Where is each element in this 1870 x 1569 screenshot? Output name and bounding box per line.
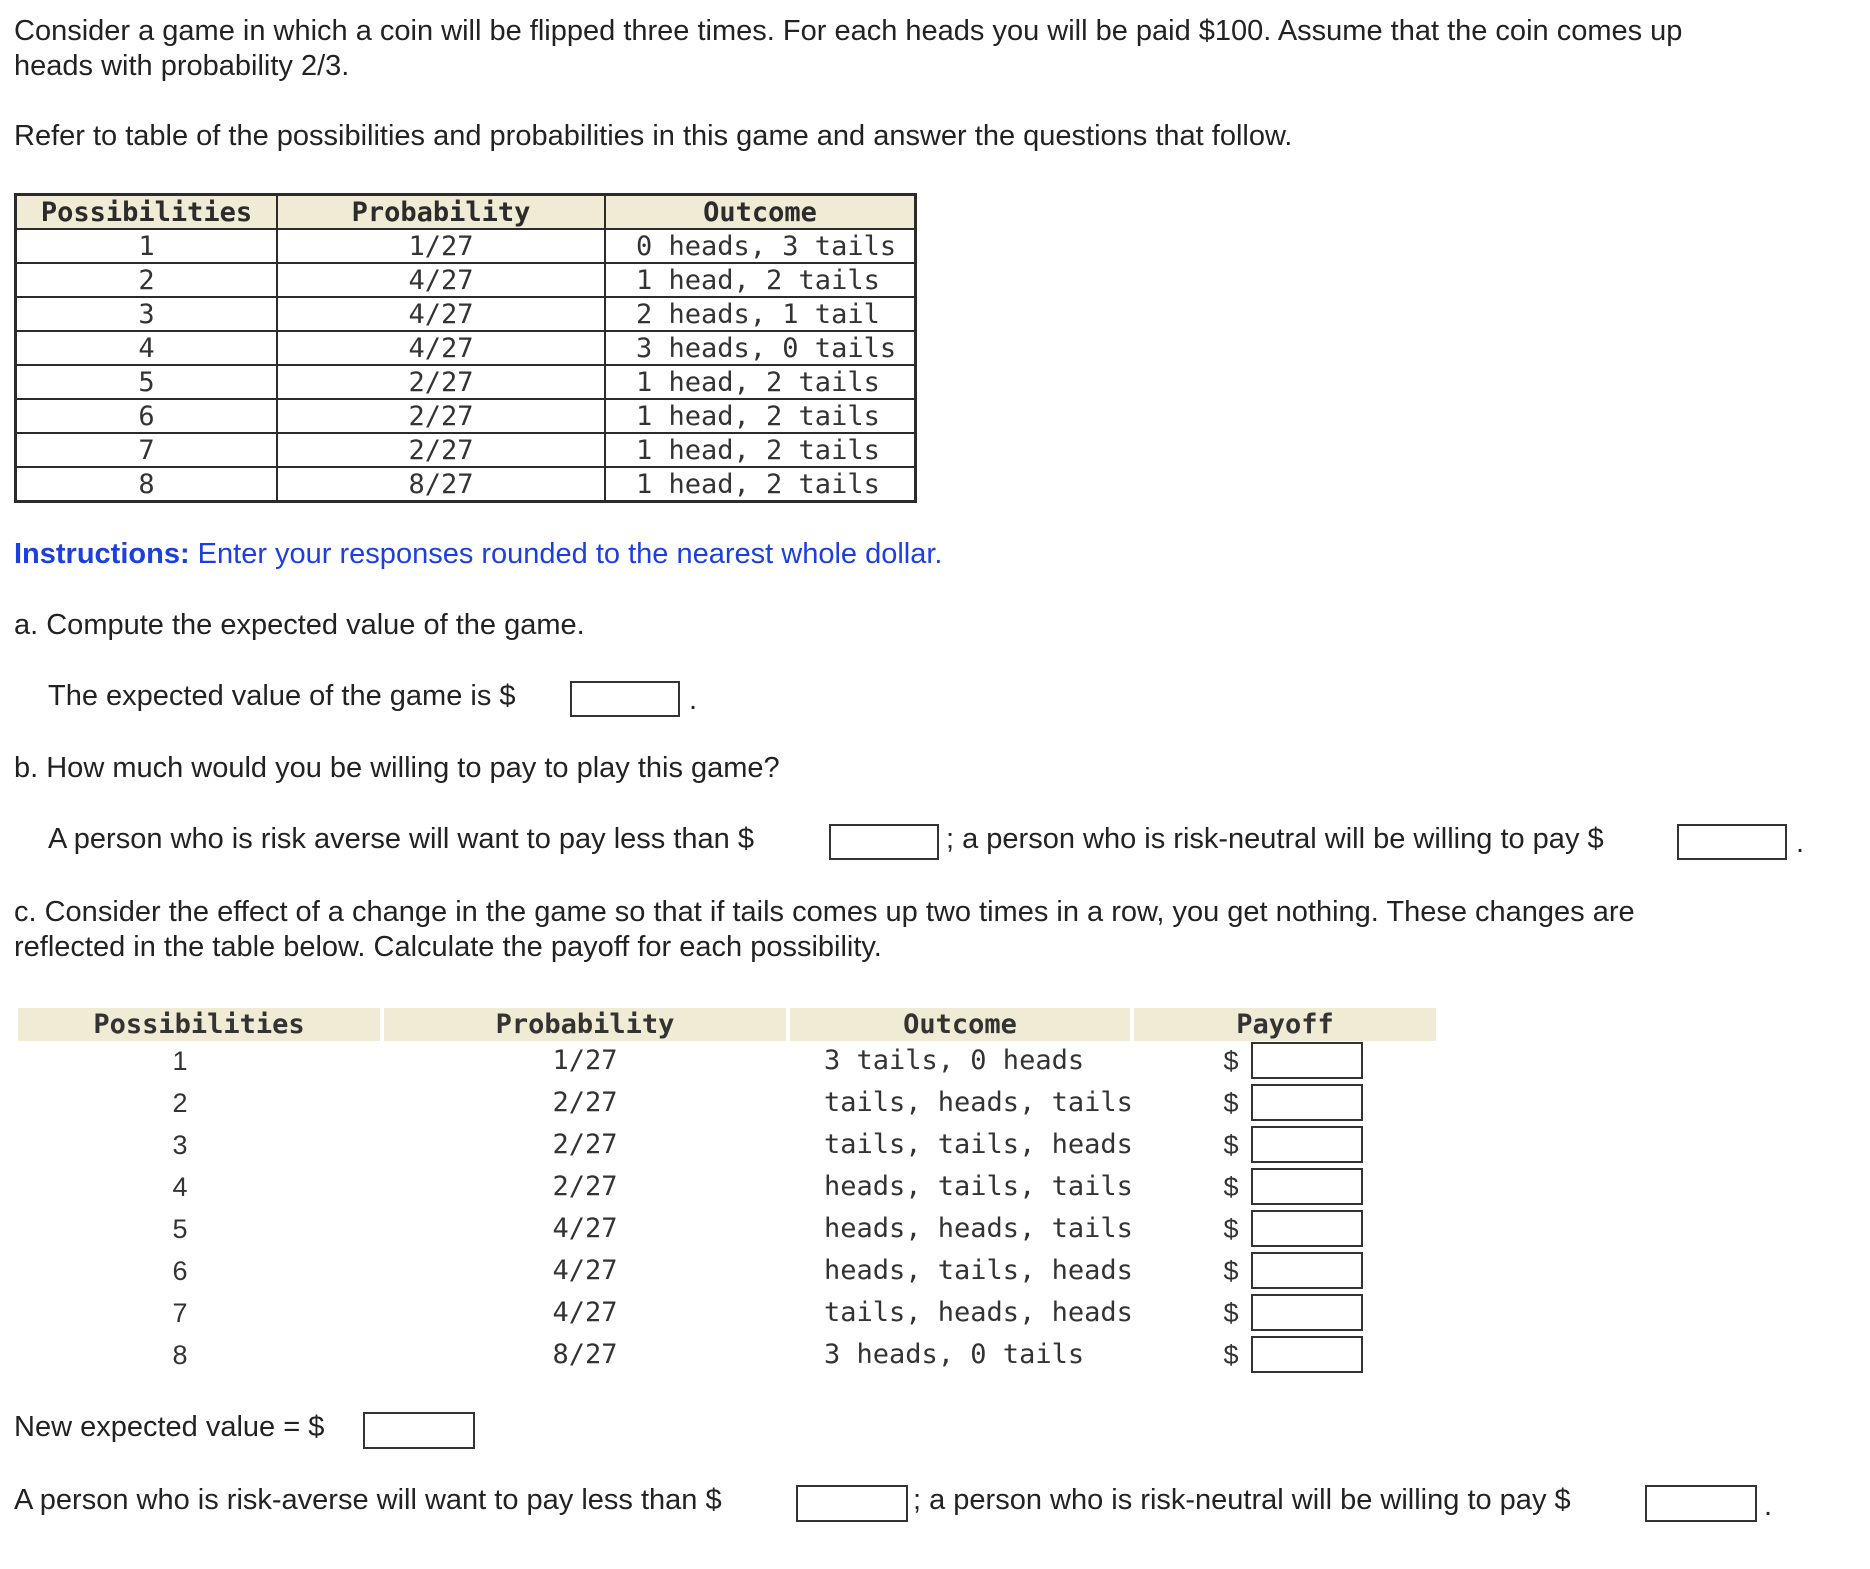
header-possibilities: Possibilities [16, 195, 278, 230]
possibility-cell: 8 [16, 467, 278, 502]
instructions-text: Enter your responses rounded to the nearest whole dollar. [189, 538, 943, 570]
dollar-sign: $ [1223, 1088, 1239, 1118]
outcome-cell: tails, heads, heads [824, 1297, 1133, 1328]
table-row [16, 365, 916, 399]
part-b-question: b. How much would you be willing to pay to play this game? [14, 752, 780, 784]
table-row [16, 467, 916, 502]
possibility-cell: 2 [16, 263, 278, 297]
possibility-cell: 8 [172, 1340, 188, 1370]
probability-cell: 1/27 [277, 229, 605, 263]
probability-cell: 2/27 [552, 1171, 618, 1202]
possibility-cell: 2 [172, 1088, 188, 1118]
part-c-prompt-risk-averse: A person who is risk-averse will want to pay less than $ [14, 1484, 722, 1516]
outcome-cell: 1 head, 2 tails [605, 263, 916, 297]
refer-text: Refer to table of the possibilities and probabilities in this game and answer the questions that follow. [14, 120, 1293, 152]
outcome-cell: 2 heads, 1 tail [605, 297, 916, 331]
part-c-risk-averse-input[interactable] [796, 1485, 908, 1522]
dollar-sign: $ [1223, 1298, 1239, 1328]
dollar-sign: $ [1223, 1340, 1239, 1370]
outcome-cell: 1 head, 2 tails [605, 467, 916, 502]
part-c-line-1: c. Consider the effect of a change in the game so that if tails comes up two times in a row, you get nothing. These changes are [14, 896, 1635, 928]
table2-header-probability: Probability [384, 1008, 786, 1041]
table2-header-payoff: Payoff [1134, 1008, 1436, 1041]
possibility-cell: 3 [172, 1130, 188, 1160]
possibility-cell: 4 [16, 331, 278, 365]
outcome-cell: heads, tails, heads [824, 1255, 1133, 1286]
part-c-prompt-risk-neutral: ; a person who is risk-neutral will be willing to pay $ [913, 1484, 1571, 1516]
payoff-input[interactable] [1251, 1126, 1363, 1163]
payoff-input[interactable] [1251, 1210, 1363, 1247]
outcome-cell: 1 head, 2 tails [605, 399, 916, 433]
probability-cell: 8/27 [277, 467, 605, 502]
possibility-cell: 4 [172, 1172, 188, 1202]
probability-cell: 2/27 [552, 1087, 618, 1118]
dollar-sign: $ [1223, 1130, 1239, 1160]
payoff-input[interactable] [1251, 1252, 1363, 1289]
outcome-cell: 0 heads, 3 tails [605, 229, 916, 263]
probability-cell: 2/27 [277, 399, 605, 433]
outcome-cell: 3 tails, 0 heads [824, 1045, 1085, 1076]
table-header-row [16, 195, 916, 230]
intro-line-2: heads with probability 2/3. [14, 50, 350, 82]
part-a-question: a. Compute the expected value of the game. [14, 609, 585, 641]
outcome-cell: tails, tails, heads [824, 1129, 1133, 1160]
part-a-prompt: The expected value of the game is $ [48, 680, 516, 712]
probability-cell: 4/27 [552, 1255, 618, 1286]
outcome-cell: 1 head, 2 tails [605, 433, 916, 467]
probability-cell: 4/27 [277, 297, 605, 331]
possibility-cell: 5 [16, 365, 278, 399]
possibility-cell: 1 [16, 229, 278, 263]
probability-cell: 4/27 [277, 263, 605, 297]
part-c-risk-neutral-input[interactable] [1645, 1485, 1757, 1522]
payoff-input[interactable] [1251, 1294, 1363, 1331]
outcome-cell: 3 heads, 0 tails [605, 331, 916, 365]
header-probability: Probability [277, 195, 605, 230]
part-a-period: . [689, 684, 698, 716]
payoff-input[interactable] [1251, 1336, 1363, 1373]
dollar-sign: $ [1223, 1046, 1239, 1076]
possibility-cell: 7 [172, 1298, 188, 1328]
payoff-input[interactable] [1251, 1168, 1363, 1205]
part-c-line-2: reflected in the table below. Calculate the payoff for each possibility. [14, 931, 882, 963]
probability-cell: 4/27 [552, 1297, 618, 1328]
table-row [16, 433, 916, 467]
part-b-prompt-risk-averse: A person who is risk averse will want to pay less than $ [48, 823, 754, 855]
outcome-cell: heads, heads, tails [824, 1213, 1133, 1244]
probability-cell: 8/27 [552, 1339, 618, 1370]
risk-averse-pay-input[interactable] [829, 824, 939, 860]
table-row [16, 331, 916, 365]
risk-neutral-pay-input[interactable] [1677, 824, 1787, 860]
part-c-period: . [1764, 1490, 1773, 1522]
dollar-sign: $ [1223, 1214, 1239, 1244]
possibility-cell: 5 [172, 1214, 188, 1244]
outcome-cell: 1 head, 2 tails [605, 365, 916, 399]
expected-value-input[interactable] [570, 681, 680, 717]
dollar-sign: $ [1223, 1172, 1239, 1202]
instructions-label: Instructions: [14, 538, 190, 570]
part-b-prompt-risk-neutral: ; a person who is risk-neutral will be willing to pay $ [946, 823, 1604, 855]
probability-cell: 2/27 [277, 365, 605, 399]
possibility-cell: 3 [16, 297, 278, 331]
payoff-input[interactable] [1251, 1084, 1363, 1121]
probability-cell: 2/27 [552, 1129, 618, 1160]
table2-header-outcome: Outcome [790, 1008, 1130, 1041]
table-row [16, 263, 916, 297]
possibility-cell: 1 [172, 1046, 188, 1076]
instructions [14, 537, 942, 572]
outcome-cell: 3 heads, 0 tails [824, 1339, 1085, 1370]
new-expected-value-input[interactable] [363, 1412, 475, 1449]
intro-line-1: Consider a game in which a coin will be flipped three times. For each heads you will be paid $100. Assume that the coin comes up [14, 15, 1683, 47]
possibilities-table [14, 193, 917, 503]
new-ev-label: New expected value = $ [14, 1411, 325, 1443]
probability-cell: 4/27 [277, 331, 605, 365]
possibility-cell: 6 [172, 1256, 188, 1286]
outcome-cell: heads, tails, tails [824, 1171, 1133, 1202]
payoff-input[interactable] [1251, 1042, 1363, 1079]
table2-header-possibilities: Possibilities [18, 1008, 380, 1041]
possibility-cell: 6 [16, 399, 278, 433]
header-outcome: Outcome [605, 195, 916, 230]
outcome-cell: tails, heads, tails [824, 1087, 1133, 1118]
probability-cell: 1/27 [552, 1045, 618, 1076]
dollar-sign: $ [1223, 1256, 1239, 1286]
table-row [16, 229, 916, 263]
part-b-period: . [1796, 827, 1805, 859]
probability-cell: 2/27 [277, 433, 605, 467]
probability-cell: 4/27 [552, 1213, 618, 1244]
table-row [16, 399, 916, 433]
table-row [16, 297, 916, 331]
possibility-cell: 7 [16, 433, 278, 467]
